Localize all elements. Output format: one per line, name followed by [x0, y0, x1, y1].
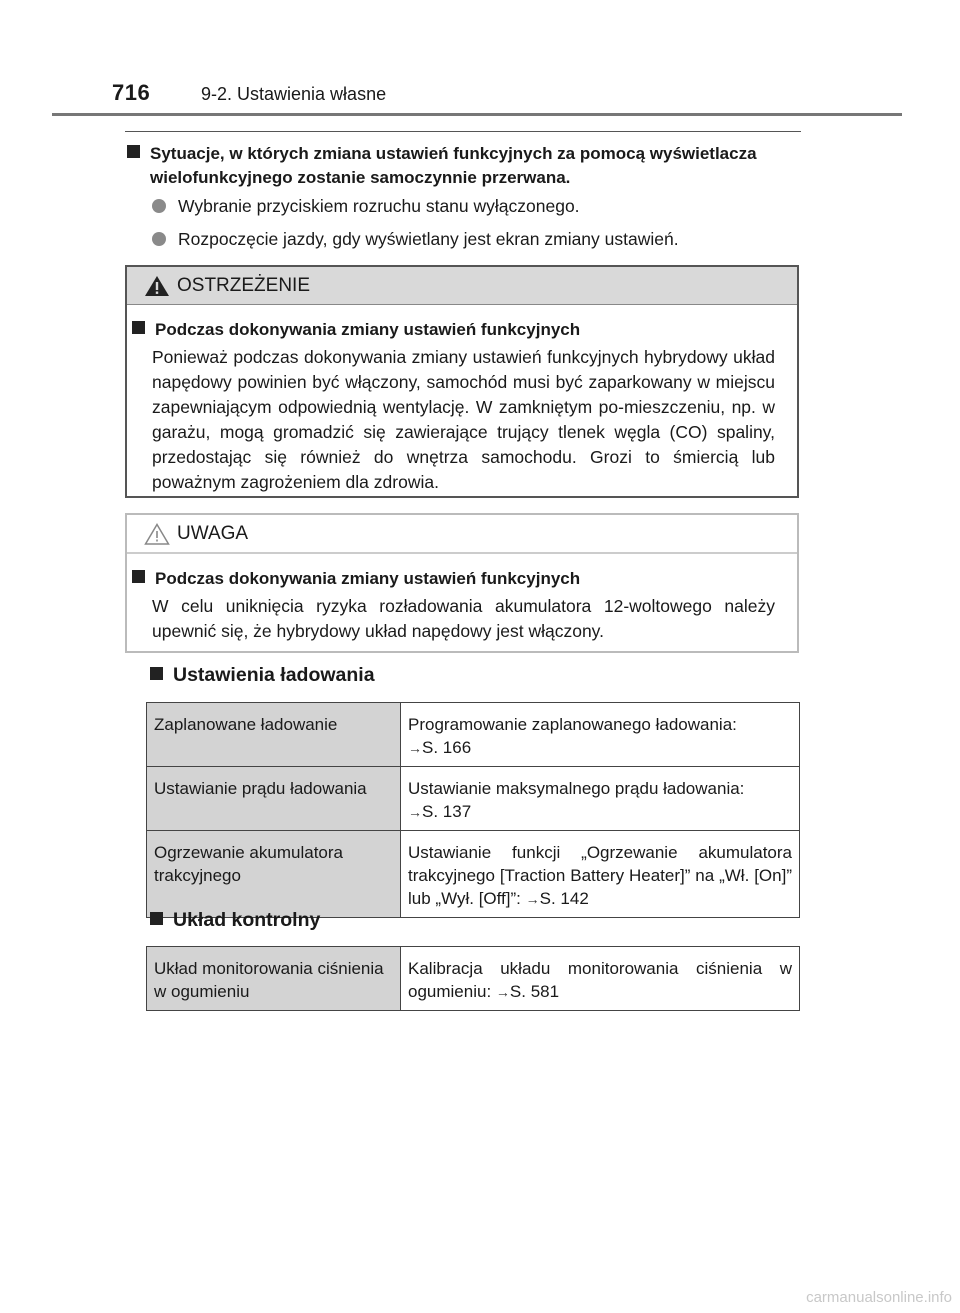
charging-settings-table	[146, 702, 800, 918]
round-bullet-icon	[152, 232, 166, 246]
arrow-right-icon: →	[408, 804, 422, 820]
page-reference[interactable]: S. 137	[422, 802, 472, 821]
intro-heading-line1: Sytuacje, w których zmiana ustawień funkcyjnych za pomocą wyświetlacza	[150, 144, 757, 163]
warning-subheading	[132, 319, 797, 341]
section-title: 9-2. Ustawienia własne	[201, 84, 387, 104]
watermark: carmanualsonline.info	[806, 1289, 952, 1306]
arrow-right-icon: →	[495, 984, 510, 1000]
caution-subheading-text: Podczas dokonywania zmiany ustawień funkcyjnych	[155, 569, 581, 588]
setting-description	[401, 703, 800, 767]
caution-header	[127, 515, 797, 554]
control-heading-text: Układ kontrolny	[173, 909, 321, 931]
arrow-right-icon: →	[525, 891, 540, 907]
warning-header	[127, 267, 797, 305]
caution-box	[125, 513, 799, 653]
table-row	[147, 767, 800, 831]
caution-subheading	[132, 568, 797, 590]
page-reference[interactable]: S. 142	[539, 889, 589, 908]
page-reference[interactable]: S. 581	[509, 982, 560, 1001]
intro-bullet-text: Rozpoczęcie jazdy, gdy wyświetlany jest ekran zmiany ustawień.	[178, 229, 679, 249]
setting-name: Ogrzewanie akumulatora trakcyjnego	[147, 831, 401, 918]
header-divider	[52, 113, 902, 116]
setting-description-text: Ustawianie maksymalnego prądu ładowania:	[408, 779, 745, 798]
setting-name: Układ monitorowania ciśnienia w ogumieniu	[147, 947, 401, 1011]
warning-subheading-text: Podczas dokonywania zmiany ustawień funkcyjnych	[155, 320, 581, 339]
table-row	[147, 703, 800, 767]
section-divider	[125, 131, 801, 132]
control-heading	[150, 909, 320, 932]
intro-heading	[127, 142, 807, 190]
caution-title: UWAGA	[177, 523, 249, 544]
intro-heading-line2: wielofunkcyjnego zostanie samoczynnie przerwana.	[150, 168, 571, 187]
control-settings-table	[146, 946, 800, 1011]
square-bullet-icon	[150, 912, 163, 925]
setting-description	[401, 947, 800, 1011]
warning-body: Ponieważ podczas dokonywania zmiany ustawień funkcyjnych hybrydowy układ napędowy powinien być włączony, samochód musi być zaparkowany w miejscu zapewniającym odpowiednią wentylację. W zamkniętym po-mieszczeniu, np. w garażu, mogą gromadzić się zawierające trujący tlenek węgla (CO) spaliny, przedostając się również do wnętrza samochodu. Grozi to śmiercią lub poważnym zagrożeniem dla zdrowia.	[152, 347, 775, 492]
warning-triangle-icon	[144, 275, 170, 297]
charging-heading-text: Ustawienia ładowania	[173, 664, 375, 686]
page-number: 716	[112, 80, 151, 105]
square-bullet-icon	[127, 145, 140, 158]
setting-description-text: Kalibracja układu monitorowania ciśnienia w ogumieniu:	[408, 959, 792, 1001]
charging-heading	[150, 664, 375, 687]
intro-bullet-text: Wybranie przyciskiem rozruchu stanu wyłączonego.	[178, 196, 580, 216]
setting-description-text: Programowanie zaplanowanego ładowania:	[408, 715, 737, 734]
square-bullet-icon	[132, 570, 145, 583]
square-bullet-icon	[132, 321, 145, 334]
page-reference[interactable]: S. 166	[422, 738, 472, 757]
table-row	[147, 947, 800, 1011]
setting-name: Ustawianie prądu ładowania	[147, 767, 401, 831]
warning-box	[125, 265, 799, 498]
intro-bullet	[152, 196, 580, 217]
caution-triangle-icon	[144, 523, 170, 545]
setting-description	[401, 767, 800, 831]
round-bullet-icon	[152, 199, 166, 213]
arrow-right-icon: →	[408, 740, 422, 756]
setting-description-text: Ustawianie funkcji „Ogrzewanie akumulatora trakcyjnego [Traction Battery Heater]” na „Wł. [On]” lub „Wył. [Off]”:	[408, 843, 792, 908]
square-bullet-icon	[150, 667, 163, 680]
setting-description	[401, 831, 800, 918]
table-row	[147, 831, 800, 918]
warning-title: OSTRZEŻENIE	[177, 275, 311, 296]
setting-name: Zaplanowane ładowanie	[147, 703, 401, 767]
caution-body: W celu uniknięcia ryzyka rozładowania akumulatora 12-woltowego należy upewnić się, że hybrydowy układ napędowy jest włączony.	[152, 596, 775, 641]
intro-bullet	[152, 229, 679, 250]
